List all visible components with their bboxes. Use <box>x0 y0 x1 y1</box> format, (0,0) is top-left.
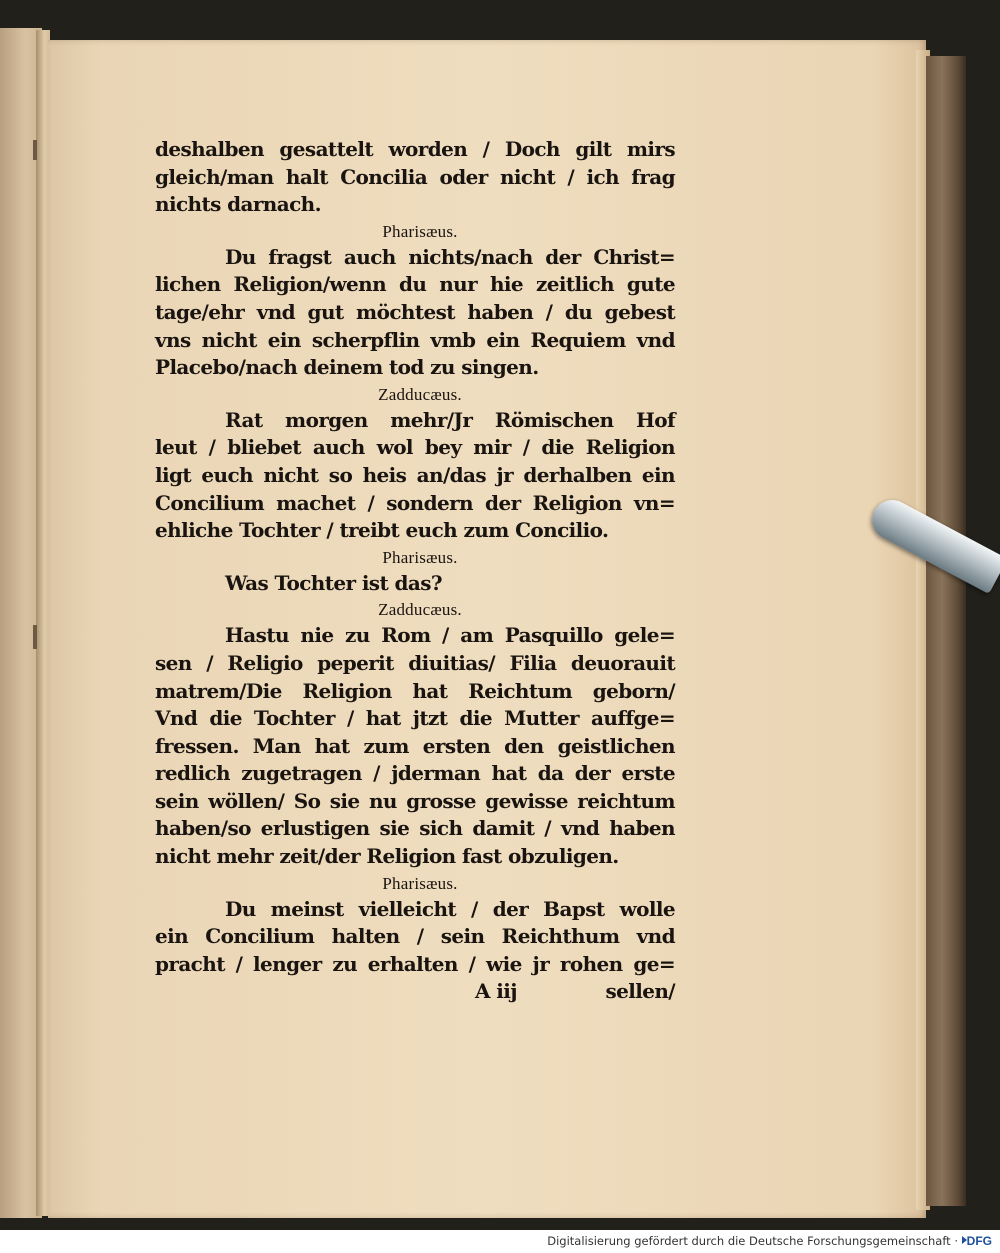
text-line: lichen Religion/wenn du nur hie zeitlich gute <box>155 272 675 297</box>
catchword: sellen/ <box>605 979 675 1004</box>
book-cover-board <box>926 56 966 1206</box>
text-line: Concilium machet / sondern der Religion vn= <box>155 490 675 515</box>
text-line: Du fragst auch nichts/nach der Christ= <box>225 244 675 269</box>
text-line: ligt euch nicht so heis an/das jr derhalben ein <box>155 462 675 487</box>
speaker-heading: Pharisæus. <box>382 873 458 893</box>
text-line: haben/so erlustigen sie sich damit / vnd haben <box>155 816 675 841</box>
text-line: ein Concilium halten / sein Reichthum vnd <box>155 924 675 949</box>
dfg-logo: DFG <box>966 1234 992 1248</box>
text-line: gleich/man halt Concilia oder nicht / ich frag <box>155 164 675 189</box>
text-line: matrem/Die Religion hat Reichtum geborn/ <box>155 678 675 703</box>
text-line: vns nicht ein scherpflin vmb ein Requiem vnd <box>155 327 675 352</box>
text-line: pracht / lenger zu erhalten / wie jr rohen ge= <box>155 951 675 976</box>
signature-mark: A iij <box>475 979 517 1004</box>
speaker-heading: Pharisæus. <box>382 547 458 567</box>
page-text <box>155 136 675 1006</box>
text-line: fressen. Man hat zum ersten den geistlichen <box>155 733 675 758</box>
text-line: Hastu nie zu Rom / am Pasquillo gele= <box>225 623 675 648</box>
speaker-heading: Zadducæus. <box>378 384 462 404</box>
speaker-heading: Pharisæus. <box>382 221 458 241</box>
text-line: Rat morgen mehr/Jr Römischen Hof <box>225 407 675 432</box>
text-line: Was Tochter ist das? <box>225 570 442 595</box>
text-line: nichts darnach. <box>155 192 321 217</box>
text-line: sein wöllen/ So sie nu grosse gewisse reichtum <box>155 788 675 813</box>
binding-stitch <box>33 625 37 649</box>
text-line: nicht mehr zeit/der Religion fast obzuligen. <box>155 844 619 869</box>
text-line: sen / Religio peperit diuitias/ Filia deuorauit <box>155 650 675 675</box>
text-line: deshalben gesattelt worden / Doch gilt mirs <box>155 137 675 161</box>
text-line: leut / bliebet auch wol bey mir / die Religion <box>155 435 675 460</box>
text-line: Placebo/nach deinem tod zu singen. <box>155 355 539 380</box>
funding-notice: Digitalisierung gefördert durch die Deutsche Forschungsgemeinschaft · <box>547 1234 958 1248</box>
signature-line <box>155 978 675 1006</box>
footer-bar <box>0 1230 1000 1253</box>
text-line: Du meinst vielleicht / der Bapst wolle <box>225 896 675 921</box>
text-line: Vnd die Tochter / hat jtzt die Mutter auffge= <box>155 706 675 731</box>
binding-stitch <box>33 140 37 160</box>
text-line: tage/ehr vnd gut möchtest haben / du gebest <box>155 299 675 324</box>
text-line: ehliche Tochter / treibt euch zum Concilio. <box>155 518 609 543</box>
text-line: redlich zugetragen / jderman hat da der erste <box>155 761 675 786</box>
speaker-heading: Zadducæus. <box>378 600 462 620</box>
